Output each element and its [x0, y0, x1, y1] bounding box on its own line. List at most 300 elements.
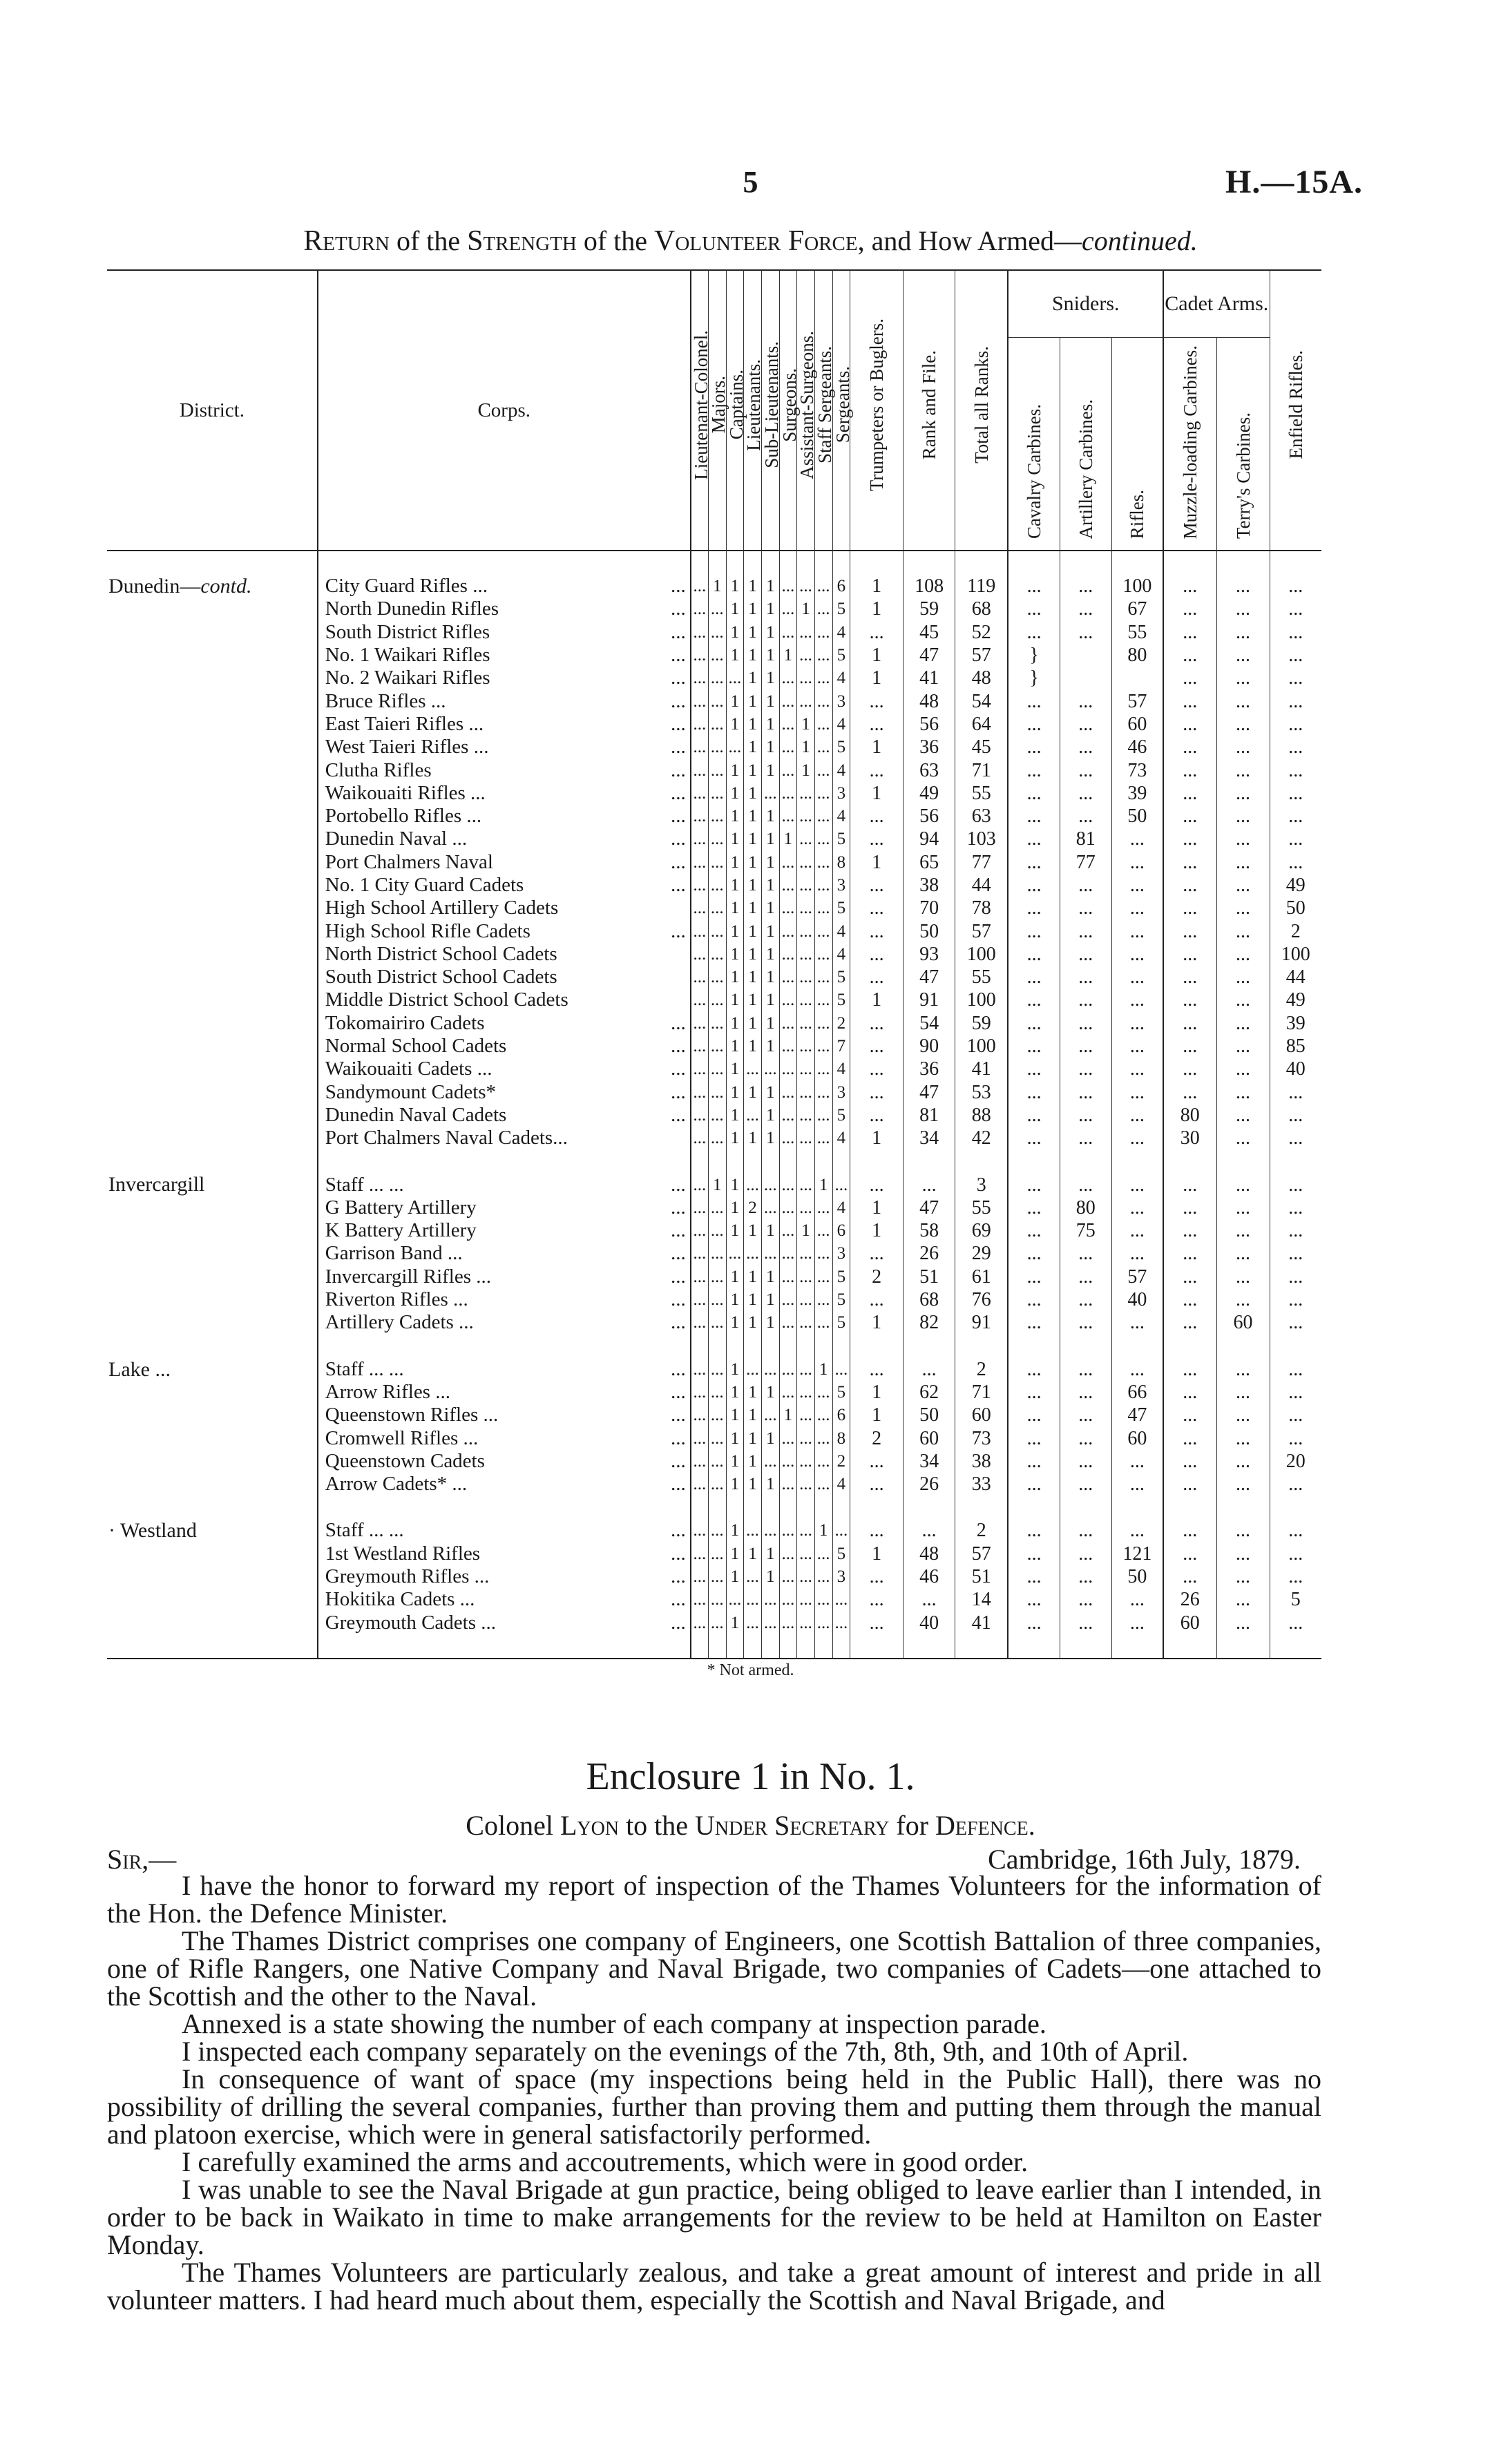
gap-cell [1060, 551, 1111, 575]
value-cell: ... [1060, 713, 1111, 736]
value-cell: ... [1216, 1127, 1270, 1149]
value-cell: ... [1270, 1104, 1321, 1127]
gap-cell [1111, 1149, 1163, 1173]
value-cell: 1 [761, 736, 779, 758]
value-cell: 1 [726, 1426, 744, 1449]
value-cell: 1 [744, 667, 762, 689]
value-cell: ... [814, 919, 832, 942]
gap-cell [814, 1634, 832, 1659]
value-cell: ... [1270, 1081, 1321, 1104]
value-cell: 4 [832, 667, 850, 689]
value-cell: ... [779, 989, 797, 1011]
value-cell: ... [779, 1104, 797, 1127]
value-cell: ... [1008, 1358, 1060, 1381]
corps-name: Queenstown Cadets [325, 1449, 485, 1472]
gap-cell [726, 1634, 744, 1659]
value-cell: ... [1163, 1288, 1216, 1311]
value-cell: ... [850, 621, 904, 644]
corps-cell [318, 575, 691, 598]
value-cell: ... [708, 667, 726, 689]
value-cell: ... [1216, 758, 1270, 781]
value-cell: ... [1060, 1081, 1111, 1104]
value-cell: ... [1111, 1450, 1163, 1473]
value-cell: 1 [726, 689, 744, 712]
gap-cell [850, 1149, 904, 1173]
value-cell: ... [797, 1519, 815, 1542]
corps-name: Invercargill Rifles ... [325, 1265, 492, 1288]
value-cell: ... [1060, 1058, 1111, 1080]
leader-dots: ... [671, 1357, 686, 1380]
gap-cell [850, 1496, 904, 1519]
corps-cell [318, 621, 691, 644]
gap-cell [1060, 1149, 1111, 1173]
corps-name: Port Chalmers Naval Cadets... [325, 1127, 568, 1149]
value-cell: 1 [726, 1473, 744, 1496]
corps-name: G Battery Artillery [325, 1196, 477, 1219]
value-cell: ... [1163, 1196, 1216, 1219]
value-cell: 1 [761, 713, 779, 736]
leader-dots: ... [671, 850, 686, 873]
value-cell: ... [691, 782, 709, 805]
corps-name: Greymouth Cadets ... [325, 1611, 497, 1634]
gap-cell [832, 1496, 850, 1519]
district-cell [107, 575, 318, 1149]
value-cell: ... [1163, 851, 1216, 874]
value-cell: 3 [832, 1565, 850, 1588]
value-cell: ... [1008, 1426, 1060, 1449]
gap-cell [726, 1496, 744, 1519]
value-cell: ... [1216, 943, 1270, 966]
column-header-label: Lieutenant-Colonel. [690, 330, 711, 480]
value-cell: ... [691, 1543, 709, 1565]
value-cell: 62 [904, 1381, 955, 1404]
column-header-label: Surgeons. [778, 367, 800, 442]
value-cell: ... [1060, 943, 1111, 966]
corps-name: North District School Cadets [325, 942, 557, 965]
value-cell: ... [814, 1426, 832, 1449]
value-cell: ... [691, 989, 709, 1011]
value-cell: 1 [744, 1473, 762, 1496]
corps-name: Middle District School Cadets [325, 989, 568, 1011]
value-cell: ... [1060, 805, 1111, 828]
gap-cell [955, 1149, 1008, 1173]
value-cell: ... [904, 1519, 955, 1542]
value-cell: ... [797, 1311, 815, 1334]
gap-cell [1216, 1149, 1270, 1173]
value-cell: ... [1008, 1058, 1060, 1080]
corps-name: Bruce Rifles ... [325, 689, 446, 712]
value-cell: 81 [1060, 828, 1111, 850]
value-cell: 1 [726, 989, 744, 1011]
corps-name: High School Artillery Cadets [325, 897, 559, 919]
value-cell: 1 [850, 989, 904, 1011]
value-cell: ... [708, 1035, 726, 1058]
value-cell: 1 [726, 1450, 744, 1473]
value-cell: ... [1270, 667, 1321, 689]
value-cell: ... [779, 805, 797, 828]
value-cell: ... [1060, 1288, 1111, 1311]
gap-cell [1060, 1634, 1111, 1659]
value-cell: 49 [1270, 874, 1321, 897]
value-cell: ... [1060, 1266, 1111, 1288]
column-header-10 [904, 270, 955, 551]
value-cell: ... [1163, 1450, 1216, 1473]
title-continued: continued. [1081, 225, 1198, 256]
value-cell: ... [814, 1127, 832, 1149]
value-cell: 60 [955, 1404, 1008, 1426]
gap-cell [1111, 1634, 1163, 1659]
leader-dots: ... [671, 758, 686, 781]
gap-cell [955, 551, 1008, 575]
value-cell: 48 [904, 1543, 955, 1565]
gap-cell [779, 1634, 797, 1659]
value-cell: ... [1270, 1127, 1321, 1149]
value-cell: ... [1008, 989, 1060, 1011]
value-cell: ... [1216, 828, 1270, 850]
value-cell: ... [708, 1588, 726, 1611]
value-cell: ... [797, 782, 815, 805]
value-cell: ... [1216, 1565, 1270, 1588]
value-cell: ... [797, 851, 815, 874]
gap-cell [708, 1149, 726, 1173]
value-cell: ... [1270, 1311, 1321, 1334]
value-cell: ... [797, 1288, 815, 1311]
value-cell: 47 [904, 966, 955, 989]
value-cell: ... [744, 1588, 762, 1611]
corps-name: Clutha Rifles [325, 758, 432, 781]
value-cell: ... [779, 1381, 797, 1404]
value-cell: ... [814, 1219, 832, 1242]
value-cell: ... [1008, 1611, 1060, 1634]
value-cell: ... [1163, 943, 1216, 966]
value-cell: ... [1060, 1104, 1111, 1127]
gap-cell [832, 1634, 850, 1659]
corps-name: K Battery Artillery [325, 1219, 477, 1242]
gap-cell [1111, 1335, 1163, 1358]
gap-cell [761, 1335, 779, 1358]
value-cell: ... [814, 575, 832, 598]
value-cell: 4 [832, 713, 850, 736]
value-cell: 69 [955, 1219, 1008, 1242]
value-cell: ... [814, 1288, 832, 1311]
value-cell: 1 [726, 1012, 744, 1035]
gap-cell [779, 1149, 797, 1173]
value-cell: ... [708, 782, 726, 805]
gap-cell [904, 551, 955, 575]
value-cell: ... [691, 1565, 709, 1588]
leader-dots: ... [671, 1380, 686, 1403]
value-cell: 57 [955, 1543, 1008, 1565]
value-cell: ... [691, 644, 709, 667]
value-cell: ... [1216, 644, 1270, 667]
value-cell: ... [1270, 1611, 1321, 1634]
footnote: * Not armed. [707, 1661, 794, 1679]
corps-cell [318, 1358, 691, 1381]
value-cell: ... [708, 966, 726, 989]
value-cell: 1 [850, 1404, 904, 1426]
value-cell: ... [779, 1266, 797, 1288]
value-cell: 100 [1270, 943, 1321, 966]
value-cell: ... [1111, 1242, 1163, 1265]
value-cell: 1 [744, 897, 762, 919]
column-header-8 [832, 270, 853, 551]
value-cell: ... [797, 1104, 815, 1127]
value-cell: ... [1060, 1519, 1111, 1542]
value-cell: 100 [955, 1035, 1008, 1058]
value-cell: ... [1163, 1543, 1216, 1565]
value-cell: 49 [1270, 989, 1321, 1011]
value-cell: 8 [832, 851, 850, 874]
value-cell: ... [691, 1473, 709, 1496]
value-cell: ... [691, 1196, 709, 1219]
value-cell: ... [691, 1381, 709, 1404]
value-cell: 2 [850, 1266, 904, 1288]
value-cell: ... [850, 689, 904, 712]
value-cell: 50 [904, 1404, 955, 1426]
corps-cell [318, 1127, 691, 1149]
corps-name: Waikouaiti Cadets ... [325, 1058, 493, 1080]
gap-cell [761, 1149, 779, 1173]
value-cell: ... [779, 1219, 797, 1242]
column-header-15 [1163, 338, 1216, 551]
gap-cell [726, 1149, 744, 1173]
district-name: · Westland [108, 1519, 197, 1543]
value-cell: 1 [726, 1058, 744, 1080]
value-cell: 1 [779, 644, 797, 667]
body-top-gap [107, 551, 1321, 575]
value-cell: 1 [850, 736, 904, 758]
value-cell: ... [1163, 919, 1216, 942]
value-cell: ... [814, 1381, 832, 1404]
gap-cell [1111, 1496, 1163, 1519]
corps-cell [318, 1012, 691, 1035]
value-cell: ... [1270, 828, 1321, 850]
corps-name: Arrow Cadets* ... [325, 1473, 468, 1496]
value-cell: 1 [726, 1519, 744, 1542]
letter-paragraph: Annexed is a state showing the number of each company at inspection parade. [182, 2008, 1046, 2039]
value-cell: 2 [955, 1358, 1008, 1381]
value-cell: ... [691, 1588, 709, 1611]
gap-cell [955, 1634, 1008, 1659]
gap-cell [1008, 551, 1060, 575]
corps-name: High School Rifle Cadets [325, 919, 530, 942]
group-header-sniders: Sniders. [1008, 270, 1163, 338]
value-cell: 63 [955, 805, 1008, 828]
value-cell: ... [850, 1565, 904, 1588]
gap-cell [1163, 1496, 1216, 1519]
value-cell: ... [814, 1012, 832, 1035]
value-cell: ... [1163, 1242, 1216, 1265]
value-cell: 1 [726, 1611, 744, 1634]
value-cell: 1 [744, 1127, 762, 1149]
value-cell: ... [850, 828, 904, 850]
value-cell: ... [797, 1543, 815, 1565]
leader-dots: ... [671, 1242, 686, 1265]
header-row-1 [107, 270, 1321, 338]
value-cell: ... [1111, 1196, 1163, 1219]
corps-cell [318, 736, 691, 758]
value-cell: 1 [761, 828, 779, 850]
value-cell: 40 [1111, 1288, 1163, 1311]
value-cell: 60 [1111, 1426, 1163, 1449]
value-cell: ... [1060, 1611, 1111, 1634]
value-cell: ... [779, 782, 797, 805]
value-cell: ... [779, 621, 797, 644]
value-cell: ... [1163, 1035, 1216, 1058]
column-header-7 [814, 270, 835, 551]
value-cell: 50 [1111, 1565, 1163, 1588]
value-cell: ... [691, 1127, 709, 1149]
value-cell: ... [691, 667, 709, 689]
corps-name: Normal School Cadets [325, 1035, 507, 1058]
corps-cell [318, 1058, 691, 1080]
corps-cell [318, 1219, 691, 1242]
value-cell: ... [814, 828, 832, 850]
value-cell: 1 [726, 1565, 744, 1588]
gap-cell [1008, 1496, 1060, 1519]
value-cell: ... [814, 1543, 832, 1565]
value-cell: 60 [904, 1426, 955, 1449]
value-cell: 77 [1060, 851, 1111, 874]
district-suffix: contd. [200, 575, 252, 598]
value-cell: ... [779, 1426, 797, 1449]
gap-cell [107, 1149, 318, 1173]
value-cell: ... [850, 1104, 904, 1127]
value-cell: ... [1216, 1588, 1270, 1611]
corps-cell [318, 1381, 691, 1404]
value-cell: ... [850, 713, 904, 736]
value-cell [1060, 644, 1111, 667]
leader-dots: ... [671, 1565, 686, 1588]
district-header: District. [107, 270, 318, 551]
letter-paragraph: I have the honor to forward my report of inspection of the Thames Volunteers for the information of the Hon. the Defence Minister. [107, 1870, 1321, 1929]
value-cell: ... [1111, 1311, 1163, 1334]
value-cell: 1 [744, 782, 762, 805]
value-cell: 1 [761, 943, 779, 966]
value-cell: 1 [744, 575, 762, 598]
gap-cell [832, 551, 850, 575]
value-cell: ... [1270, 1358, 1321, 1381]
value-cell: ... [1216, 1266, 1270, 1288]
value-cell: 5 [832, 598, 850, 620]
group-header-cadet-arms: Cadet Arms. [1163, 270, 1270, 338]
value-cell: 1 [726, 897, 744, 919]
value-cell: ... [1216, 919, 1270, 942]
value-cell: 1 [761, 989, 779, 1011]
value-cell: 1 [726, 1266, 744, 1288]
letter-paragraph: I was unable to see the Naval Brigade at gun practice, being obliged to leave earlier than I intended, in order to be back in Waikato in time to make arrangements for the review to be held at Hamilton on Easter Monday. [107, 2174, 1321, 2260]
gap-cell [832, 1335, 850, 1358]
value-cell: 57 [955, 644, 1008, 667]
gap-cell [744, 1496, 762, 1519]
gap-cell [708, 1634, 726, 1659]
gap-cell [1216, 1496, 1270, 1519]
value-cell: ... [708, 1565, 726, 1588]
enclosure-subtitle [0, 1809, 1501, 1842]
value-cell: ... [1060, 575, 1111, 598]
column-header-label: Muzzle-loading Carbines. [1179, 345, 1201, 539]
value-cell: ... [850, 897, 904, 919]
letter-paragraph: The Thames District comprises one company of Engineers, one Scottish Battalion of three companies, one of Rifle Rangers, one Native Company and Naval Brigade, two companies of Cadets—one attached to the Scottish and the other to the Naval. [107, 1925, 1321, 2012]
value-cell: ... [797, 1426, 815, 1449]
value-cell: ... [1060, 1012, 1111, 1035]
gap-cell [797, 551, 815, 575]
value-cell: 1 [726, 1288, 744, 1311]
value-cell: ... [1008, 1565, 1060, 1588]
value-cell: ... [761, 1588, 779, 1611]
gap-cell [850, 1335, 904, 1358]
column-header-label: Sergeants. [832, 366, 853, 443]
value-cell: 1 [850, 1127, 904, 1149]
document-reference: H.—15A. [1225, 164, 1363, 200]
corps-name: East Taieri Rifles ... [325, 712, 484, 735]
value-cell: ... [814, 644, 832, 667]
corps-name: City Guard Rifles ... [325, 575, 488, 598]
value-cell: ... [1216, 1173, 1270, 1196]
title-strength: Strength [467, 225, 577, 257]
gap-cell [708, 1335, 726, 1358]
value-cell: 1 [761, 805, 779, 828]
table-row [107, 575, 1321, 598]
value-cell: 1 [708, 1173, 726, 1196]
value-cell: 73 [955, 1426, 1008, 1449]
gap-cell [1163, 1634, 1216, 1659]
value-cell: ... [797, 689, 815, 712]
value-cell: 1 [726, 1358, 744, 1381]
value-cell: 6 [832, 1219, 850, 1242]
value-cell: ... [761, 1404, 779, 1426]
value-cell: 7 [832, 1035, 850, 1058]
value-cell: 36 [904, 736, 955, 758]
value-cell: ... [1163, 1311, 1216, 1334]
value-cell: 5 [832, 1104, 850, 1127]
column-header-12 [1008, 338, 1060, 551]
gap-cell [1163, 551, 1216, 575]
value-cell: ... [1163, 897, 1216, 919]
value-cell: ... [1111, 1219, 1163, 1242]
gap-cell [726, 551, 744, 575]
value-cell: ... [744, 1358, 762, 1381]
value-cell: 47 [904, 1081, 955, 1104]
value-cell: ... [708, 1358, 726, 1381]
value-cell: ... [691, 1426, 709, 1449]
value-cell: ... [761, 1242, 779, 1265]
value-cell: 34 [904, 1127, 955, 1149]
value-cell: ... [779, 667, 797, 689]
value-cell: ... [691, 1012, 709, 1035]
value-cell: ... [1163, 1381, 1216, 1404]
value-cell: 119 [955, 575, 1008, 598]
value-cell: ... [726, 1588, 744, 1611]
value-cell: 66 [1111, 1381, 1163, 1404]
leader-dots: ... [671, 919, 686, 942]
letter-paragraph: I inspected each company separately on the evenings of the 7th, 8th, 9th, and 10th of April. [182, 2036, 1189, 2067]
corps-name: Riverton Rifles ... [325, 1288, 468, 1311]
value-cell: 77 [955, 851, 1008, 874]
value-cell: 56 [904, 805, 955, 828]
value-cell: ... [708, 1127, 726, 1149]
value-cell: ... [708, 1266, 726, 1288]
value-cell: 50 [904, 919, 955, 942]
column-header-label: Terry's Carbines. [1232, 412, 1254, 539]
value-cell: ... [1216, 1288, 1270, 1311]
value-cell: ... [708, 943, 726, 966]
value-cell: 34 [904, 1450, 955, 1473]
corps-cell [318, 598, 691, 620]
value-cell: ... [779, 1127, 797, 1149]
value-cell: ... [726, 736, 744, 758]
corps-cell [318, 897, 691, 919]
